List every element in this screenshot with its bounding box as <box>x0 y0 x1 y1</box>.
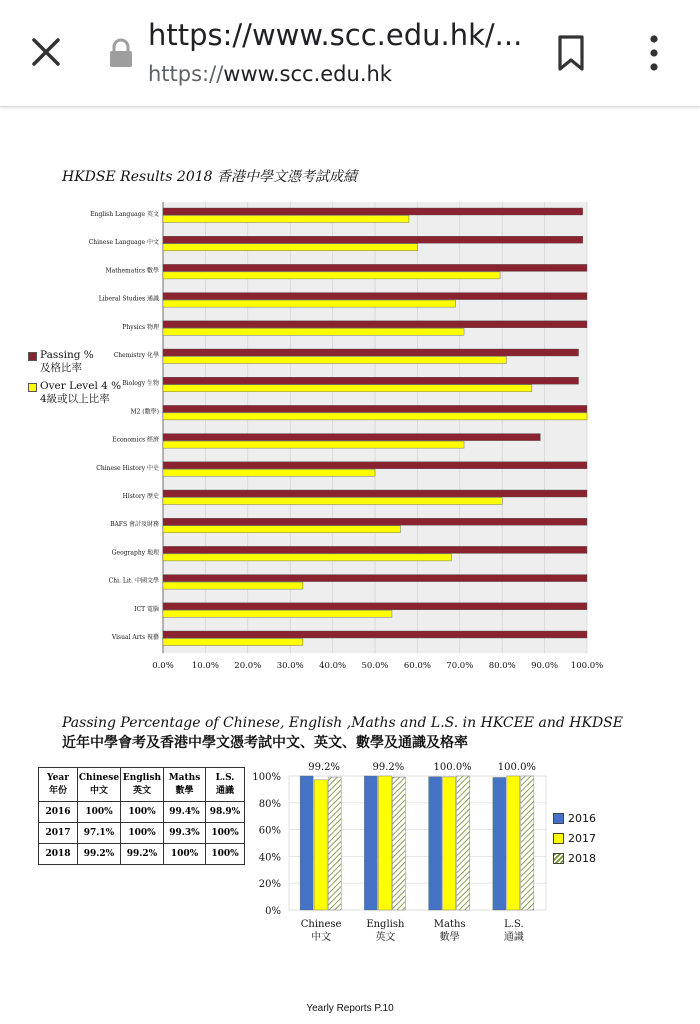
table-cell: 100% <box>121 802 164 823</box>
chart2-subtitle: 近年中學會考及香港中學文憑考試中文、英文、數學及通識及格率 <box>62 735 468 751</box>
chart2-title: Passing Percentage of Chinese, English ,Maths and L.S. in HKCEE and HKDSE <box>62 715 623 731</box>
page-footer: Yearly Reports P.10 <box>306 1003 394 1014</box>
x-tick-label: 20.0% <box>234 661 262 672</box>
category-label: Chinese Language 中文 <box>88 239 159 247</box>
x-tick-label: 70.0% <box>446 661 474 672</box>
bar-2016 <box>493 777 506 910</box>
legend-2018: 2018 <box>568 852 596 865</box>
bar-2016 <box>364 776 377 910</box>
category-label-zh: 通識 <box>503 932 524 943</box>
category-label-zh: 數學 <box>439 932 460 943</box>
bar-2018 <box>457 776 470 910</box>
table-header: Maths 數學 <box>164 768 206 802</box>
table-cell: 2017 <box>39 823 78 844</box>
x-tick-label: 30.0% <box>276 661 304 672</box>
passing-percentage-chart <box>0 107 700 1024</box>
y-tick-label: 0% <box>265 906 281 917</box>
category-label-zh: 英文 <box>375 932 396 943</box>
bar-2018 <box>392 777 405 910</box>
data-label: 99.2% <box>308 762 341 773</box>
category-label: History 歷史 <box>122 493 159 500</box>
category-label: Visual Arts 視藝 <box>111 634 159 641</box>
y2017-swatch <box>553 833 564 844</box>
x-tick-label: 10.0% <box>191 661 219 672</box>
x-tick-label: 90.0% <box>531 661 559 672</box>
table-header: English 英文 <box>121 768 164 802</box>
category-label: Mathematics 數學 <box>105 267 159 275</box>
table-cell: 98.9% <box>206 802 245 823</box>
table-cell: 100% <box>121 823 164 844</box>
category-label: Chi. Lit. 中國文學 <box>108 577 159 585</box>
category-label: Chinese History 中史 <box>96 464 159 472</box>
bar-2017 <box>507 776 520 910</box>
table-cell: 100% <box>164 844 206 865</box>
category-label: ICT 電腦 <box>134 605 159 613</box>
table-cell: 99.3% <box>164 823 206 844</box>
table-header: Year 年份 <box>39 768 78 802</box>
data-label: 100.0% <box>433 762 472 773</box>
y-tick-label: 40% <box>258 852 281 864</box>
category-label: English Language 英文 <box>90 211 159 218</box>
x-tick-label: 0.0% <box>152 661 174 672</box>
table-cell: 100% <box>206 844 245 865</box>
table-cell: 100% <box>78 802 121 823</box>
table-cell: 2018 <box>39 844 78 865</box>
table-cell: 2016 <box>39 802 78 823</box>
category-label: Liberal Studies 通識 <box>98 295 159 303</box>
y-tick-label: 60% <box>258 825 281 837</box>
legend-passing-zh: 及格比率 <box>40 362 82 374</box>
y2016-swatch <box>553 813 564 824</box>
legend-level4-en: Over Level 4 % <box>40 380 122 392</box>
lock-icon[interactable] <box>108 38 134 68</box>
category-label-zh: 中文 <box>311 932 332 943</box>
bar-2017 <box>378 776 391 910</box>
category-label-en: Maths <box>433 919 466 930</box>
url-host: www.scc.edu.hk <box>223 62 392 86</box>
url-scheme: https:// <box>148 62 224 86</box>
legend-2016: 2016 <box>568 812 596 825</box>
bar-2017 <box>314 780 327 910</box>
bookmark-icon[interactable] <box>556 34 586 72</box>
category-label: Economics 經濟 <box>112 436 159 444</box>
bar-2016 <box>300 776 313 910</box>
category-label: Geography 地理 <box>111 549 159 557</box>
table-cell: 99.4% <box>164 802 206 823</box>
legend-passing-en: Passing % <box>40 349 94 361</box>
page-url-title[interactable]: https://www.scc.edu.hk/... <box>148 18 523 52</box>
category-label-en: L.S. <box>504 919 524 930</box>
data-label: 99.2% <box>372 762 405 773</box>
chart2-legend <box>553 812 596 872</box>
x-tick-label: 100.0% <box>570 661 604 672</box>
chart1-title: HKDSE Results 2018 香港中學文憑考試成績 <box>62 169 357 185</box>
bar-2018 <box>521 776 534 910</box>
legend-2017: 2017 <box>568 832 596 845</box>
table-cell: 100% <box>206 823 245 844</box>
bar-2018 <box>328 777 341 910</box>
table-cell: 99.2% <box>78 844 121 865</box>
x-tick-label: 60.0% <box>403 661 431 672</box>
bar-2016 <box>429 777 442 910</box>
category-label: Biology 生物 <box>122 380 159 388</box>
y-tick-label: 20% <box>258 879 281 891</box>
legend-level4-zh: 4級或以上比率 <box>40 393 110 405</box>
y2018-swatch <box>553 853 564 864</box>
more-options-icon[interactable] <box>646 34 662 72</box>
table-header: L.S. 通識 <box>206 768 245 802</box>
close-icon[interactable] <box>28 34 64 70</box>
category-label: Physics 物理 <box>122 323 159 331</box>
bar-2017 <box>443 777 456 910</box>
table-header: Chinese 中文 <box>78 768 121 802</box>
page-url[interactable] <box>148 62 392 86</box>
category-label-en: English <box>366 919 405 930</box>
category-label: Chemistry 化學 <box>113 352 159 359</box>
x-tick-label: 80.0% <box>488 661 516 672</box>
x-tick-label: 50.0% <box>361 661 389 672</box>
data-label: 100.0% <box>497 762 536 773</box>
table-cell: 97.1% <box>78 823 121 844</box>
y-tick-label: 80% <box>258 798 281 810</box>
x-tick-label: 40.0% <box>319 661 347 672</box>
y-tick-label: 100% <box>252 772 281 783</box>
category-label-en: Chinese <box>300 919 342 930</box>
browser-toolbar <box>0 0 700 107</box>
document-page <box>0 107 700 1024</box>
table-cell: 99.2% <box>121 844 164 865</box>
category-label: BAFS 會計及財務 <box>110 521 159 529</box>
category-label: M2 (數學) <box>130 408 159 416</box>
